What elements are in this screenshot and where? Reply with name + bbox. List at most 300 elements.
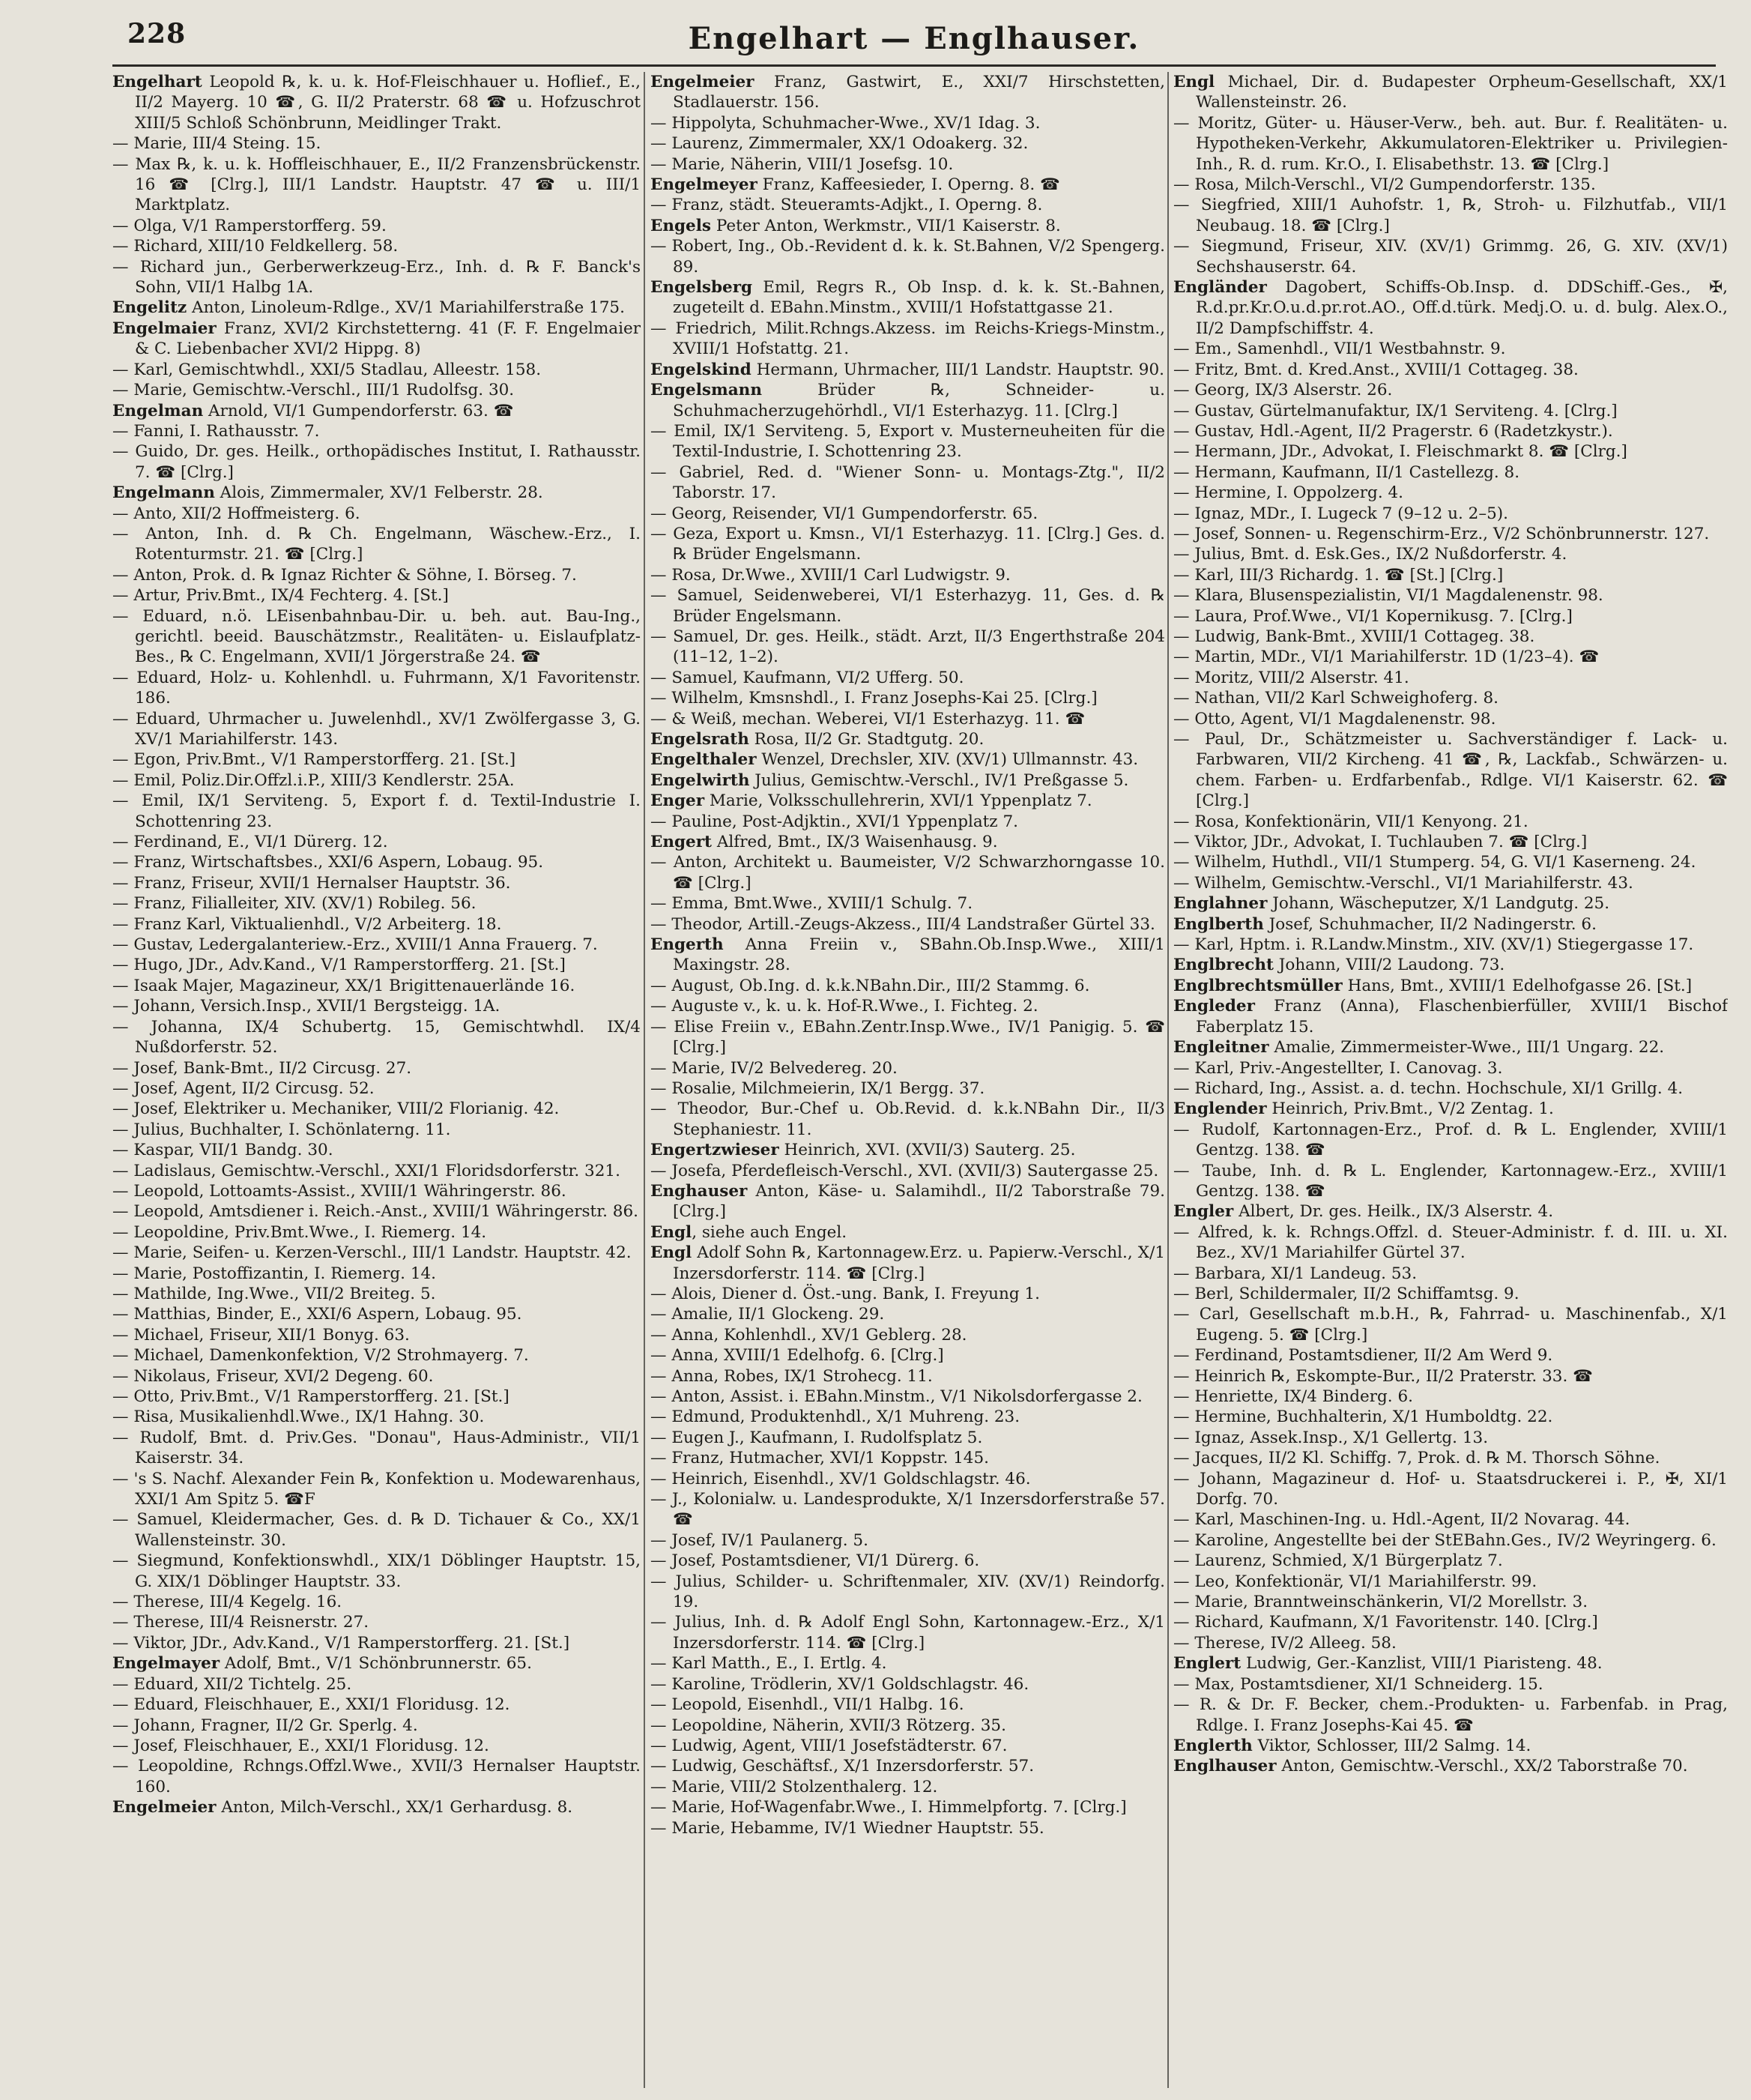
directory-entry — [650, 1366, 1165, 1387]
entry-surname: Engelmeyer — [650, 175, 757, 195]
directory-entry — [1173, 832, 1728, 852]
entry-text: — Leopoldine, Näherin, XVII/3 Rötzerg. 35. — [650, 1716, 1006, 1735]
entry-text: — Michael, Friseur, XII/1 Bonyg. 63. — [112, 1325, 410, 1345]
directory-entry — [1173, 1756, 1728, 1776]
directory-entry — [650, 1818, 1165, 1838]
entry-surname: Engl — [1173, 73, 1215, 91]
entry-text: — Josef, Postamtsdiener, VI/1 Dürerg. 6. — [650, 1551, 980, 1571]
entry-text: — Rosa, Konfektionärin, VII/1 Kenyong. 21. — [1173, 812, 1528, 831]
entry-text: — Martin, MDr., VI/1 Mariahilferstr. 1D (1/23–4). ☎ — [1173, 648, 1600, 667]
directory-entry — [112, 770, 641, 791]
entry-text: — Gabriel, Red. d. "Wiener Sonn- u. Montags-Ztg.", II/2 Taborstr. 17. — [650, 462, 1165, 503]
directory-entry — [1173, 544, 1728, 564]
entry-surname: Englender — [1173, 1099, 1267, 1119]
entry-text: — Franz, städt. Steueramts-Adjkt., I. Operng. 8. — [650, 196, 1043, 215]
entry-text: — Pauline, Post-Adjktin., XVI/1 Yppenplatz 7. — [650, 812, 1018, 831]
entry-text: — Nathan, VII/2 Karl Schweighoferg. 8. — [1173, 689, 1499, 708]
directory-entry — [1173, 421, 1728, 441]
entry-text: — Alfred, k. k. Rchngs.Offzl. d. Steuer-Administr. f. d. III. u. XI. Bez., XV/1 Mariahilfer Gürtel 37. — [1173, 1222, 1728, 1263]
directory-entry — [650, 1387, 1165, 1407]
directory-entry — [650, 1777, 1165, 1797]
directory-entry — [650, 976, 1165, 996]
directory-entry — [650, 1181, 1165, 1222]
page-number: 228 — [127, 18, 187, 49]
directory-entry — [1173, 1551, 1728, 1571]
directory-entry — [1173, 1633, 1728, 1653]
entry-surname: Engelthaler — [650, 750, 757, 770]
column-divider — [1167, 72, 1169, 2088]
directory-entry — [650, 832, 1165, 852]
entry-text: — R. & Dr. F. Becker, chem.-Produkten- u. Farbenfab. in Prag, Rdlge. I. Franz Josephs-Kai 45. ☎ — [1173, 1695, 1728, 1735]
entry-text: — Hermann, JDr., Advokat, I. Fleischmarkt 8. ☎ [Clrg.] — [1173, 442, 1627, 462]
directory-entry — [1173, 914, 1728, 935]
directory-entry — [650, 1489, 1165, 1530]
entry-text: — Johann, Versich.Insp., XVII/1 Bergsteigg. 1A. — [112, 997, 500, 1016]
entry-text: Arnold, VI/1 Gumpendorferstr. 63. ☎ — [203, 401, 514, 420]
directory-entry — [112, 154, 641, 216]
directory-entry — [112, 1612, 641, 1632]
entry-text: — Mathilde, Ing.Wwe., VII/2 Breiteg. 5. — [112, 1284, 436, 1303]
entry-text: — Julius, Schilder- u. Schriftenmaler, XIV. (XV/1) Reindorfg. 19. — [650, 1572, 1165, 1612]
directory-entry — [1173, 606, 1728, 627]
directory-entry — [1173, 647, 1728, 667]
entry-text: Johann, VIII/2 Laudong. 73. — [1273, 956, 1505, 975]
entry-text: — Rudolf, Bmt. d. Priv.Ges. "Donau", Haus-Administr., VII/1 Kaiserstr. 34. — [112, 1428, 641, 1468]
directory-entry — [112, 1201, 641, 1222]
directory-entry — [1173, 524, 1728, 544]
entry-text: Michael, Dir. d. Budapester Orpheum-Gesellschaft, XX/1 Wallensteinstr. 26. — [1196, 73, 1728, 112]
directory-entry — [112, 935, 641, 955]
directory-entry — [650, 812, 1165, 832]
directory-entry — [112, 832, 641, 852]
entry-text: — Emil, IX/1 Serviteng. 5, Export f. d. Textil-Industrie I. Schottenring 23. — [112, 791, 641, 831]
directory-entry — [650, 688, 1165, 708]
entry-text: — Artur, Priv.Bmt., IX/4 Fechterg. 4. [St.] — [112, 586, 449, 606]
directory-entry — [112, 893, 641, 914]
directory-entry — [112, 1325, 641, 1345]
directory-entry — [650, 154, 1165, 175]
directory-entry — [112, 298, 641, 318]
entry-text: — Amalie, II/1 Glockeng. 29. — [650, 1305, 885, 1324]
entry-surname: Engl — [650, 1243, 692, 1263]
entry-text: Alois, Zimmermaler, XV/1 Felberstr. 28. — [214, 483, 543, 503]
entry-text: — Franz, Hutmacher, XVI/1 Koppstr. 145. — [650, 1449, 989, 1468]
entry-text: Emil, Regrs R., Ob Insp. d. k. k. St.-Bahnen, zugeteilt d. EBahn.Minstm., XVIII/1 Hofstattgasse 21. — [673, 278, 1165, 318]
directory-entry — [650, 360, 1165, 380]
directory-entry — [650, 1653, 1165, 1674]
entry-text: — Richard, Ing., Assist. a. d. techn. Hochschule, XI/1 Grillg. 4. — [1173, 1078, 1684, 1098]
directory-entry — [650, 1161, 1165, 1181]
directory-entry — [112, 791, 641, 832]
directory-entry — [112, 1264, 641, 1284]
directory-entry — [1173, 955, 1728, 975]
entry-text: — Ladislaus, Gemischtw.-Verschl., XXI/1 Floridsdorferstr. 321. — [112, 1161, 620, 1180]
entry-text: — Marie, VIII/2 Stolzenthalerg. 12. — [650, 1777, 938, 1796]
directory-entry — [650, 585, 1165, 627]
directory-entry — [650, 1058, 1165, 1078]
entry-text: Anton, Milch-Verschl., XX/1 Gerhardusg. 8. — [216, 1798, 573, 1817]
directory-entry — [650, 524, 1165, 565]
entry-text: — Risa, Musikalienhdl.Wwe., IX/1 Hahng. 30. — [112, 1407, 485, 1427]
entry-text: — Josef, Bank-Bmt., II/2 Circusg. 27. — [112, 1058, 412, 1078]
entry-text: — Marie, Gemischtw.-Verschl., III/1 Rudolfsg. 30. — [112, 381, 515, 400]
entry-text: — Siegmund, Friseur, XIV. (XV/1) Grimmg. 26, G. XIV. (XV/1) Sechshauserstr. 64. — [1173, 237, 1728, 277]
entry-text: — Johanna, IX/4 Schubertg. 15, Gemischtwhdl. IX/4 Nußdorferstr. 52. — [112, 1017, 641, 1057]
directory-entry — [1173, 627, 1728, 647]
entry-surname: Engert — [650, 833, 712, 852]
column-divider — [644, 72, 645, 2088]
directory-entry — [650, 1407, 1165, 1427]
directory-entry — [1173, 441, 1728, 462]
entry-text: Franz, XVI/2 Kirchstetterng. 41 (F. F. Engelmaier & C. Liebenbacher XVI/2 Hippg. 8) — [135, 319, 641, 359]
directory-entry — [112, 1756, 641, 1797]
directory-entry — [650, 770, 1165, 791]
entry-text: — Johann, Magazineur d. Hof- u. Staatsdruckerei i. P., ✠, XI/1 Dorfg. 70. — [1173, 1469, 1728, 1509]
directory-entry — [112, 1017, 641, 1058]
entry-surname: Englhauser — [1173, 1757, 1277, 1776]
entry-text: — Marie, Hebamme, IV/1 Wiedner Hauptstr. 55. — [650, 1818, 1044, 1838]
directory-entry — [1173, 1366, 1728, 1387]
directory-entry — [1173, 935, 1728, 955]
entry-surname: Engelmayer — [112, 1654, 220, 1674]
entry-text: — Marie, Postoffizantin, I. Riemerg. 14. — [112, 1264, 437, 1283]
entry-text: — Moritz, VIII/2 Alserstr. 41. — [1173, 668, 1409, 687]
directory-entry — [112, 441, 641, 483]
directory-entry — [650, 175, 1165, 195]
directory-entry — [1173, 360, 1728, 380]
entry-surname: Engelsrath — [650, 730, 749, 749]
directory-entry — [1173, 113, 1728, 175]
entry-surname: Engelsberg — [650, 278, 753, 298]
directory-entry — [1173, 1695, 1728, 1736]
entry-text: Alfred, Bmt., IX/3 Waisenhausg. 9. — [712, 833, 998, 852]
entry-text: — Auguste v., k. u. k. Hof-R.Wwe., I. Fichteg. 2. — [650, 997, 1038, 1016]
directory-entry — [112, 1222, 641, 1243]
entry-text: — J., Kolonialw. u. Landesprodukte, X/1 Inzersdorferstraße 57. ☎ — [650, 1490, 1165, 1530]
directory-entry — [1173, 873, 1728, 893]
entry-text: Hermann, Uhrmacher, III/1 Landstr. Hauptstr. 90. — [751, 360, 1164, 379]
directory-entry — [650, 380, 1165, 421]
column-right — [1173, 72, 1728, 2088]
directory-entry — [1173, 483, 1728, 503]
entry-text: — Elise Freiin v., EBahn.Zentr.Insp.Wwe., IV/1 Panigig. 5. ☎ [Clrg.] — [650, 1017, 1165, 1057]
directory-entry — [650, 1078, 1165, 1099]
entry-text: — August, Ob.Ing. d. k.k.NBahn.Dir., III/2 Stammg. 6. — [650, 976, 1090, 995]
entry-text: — Ludwig, Bank-Bmt., XVIII/1 Cottageg. 38. — [1173, 627, 1535, 646]
directory-entry — [112, 319, 641, 360]
entry-text: — Franz, Friseur, XVII/1 Hernalser Hauptstr. 36. — [112, 873, 511, 893]
directory-entry — [650, 1612, 1165, 1653]
entry-text: — Eugen J., Kaufmann, I. Rudolfsplatz 5. — [650, 1428, 983, 1447]
directory-entry — [112, 380, 641, 400]
directory-entry — [112, 976, 641, 996]
entry-text: — Samuel, Seidenweberei, VI/1 Esterhazyg. 11, Ges. d. ℞ Brüder Engelsmann. — [650, 586, 1165, 626]
entry-text: — Therese, III/4 Reisnerstr. 27. — [112, 1613, 369, 1632]
entry-text: — 's S. Nachf. Alexander Fein ℞, Konfektion u. Modewarenhaus, XXI/1 Am Spitz 5. ☎F — [112, 1469, 641, 1509]
entry-text: — Anton, Architekt u. Baumeister, V/2 Schwarzhorngasse 10. ☎ [Clrg.] — [650, 853, 1165, 893]
entry-text: — Karl Matth., E., I. Ertlg. 4. — [650, 1654, 887, 1674]
directory-entry — [1173, 1284, 1728, 1304]
entry-text: — Hermann, Kaufmann, II/1 Castellezg. 8. — [1173, 462, 1520, 482]
entry-text: — Olga, V/1 Ramperstorfferg. 59. — [112, 216, 387, 235]
entry-surname: Engels — [650, 216, 712, 235]
entry-surname: Englert — [1173, 1654, 1242, 1674]
directory-entry — [112, 360, 641, 380]
directory-entry — [112, 565, 641, 585]
directory-entry — [1173, 893, 1728, 914]
entry-text: Marie, Volksschullehrerin, XVI/1 Yppenplatz 7. — [704, 791, 1092, 811]
directory-entry — [650, 729, 1165, 749]
directory-entry — [1173, 668, 1728, 688]
entry-text: — & Weiß, mechan. Weberei, VI/1 Esterhazyg. 11. ☎ — [650, 709, 1086, 728]
entry-text: — Franz, Wirtschaftsbes., XXI/6 Aspern, Lobaug. 95. — [112, 853, 544, 872]
entry-text: — Laurenz, Zimmermaler, XX/1 Odoakerg. 32. — [650, 134, 1029, 154]
directory-entry — [112, 1674, 641, 1695]
entry-text: — Josef, Sonnen- u. Regenschirm-Erz., V/2 Schönbrunnerstr. 127. — [1173, 524, 1710, 543]
directory-entry — [650, 1099, 1165, 1140]
entry-text: Anton, Linoleum-Rdlge., XV/1 Mariahilferstraße 175. — [187, 298, 625, 318]
directory-entry — [112, 996, 641, 1016]
entry-text: Anton, Käse- u. Salamihdl., II/2 Taborstraße 79. [Clrg.] — [673, 1181, 1165, 1222]
entry-text: — Fritz, Bmt. d. Kred.Anst., XVIII/1 Cottageg. 38. — [1173, 360, 1579, 379]
directory-entry — [650, 1674, 1165, 1695]
entry-text: — Emil, Poliz.Dir.Offzl.i.P., XIII/3 Kendlerstr. 25A. — [112, 770, 515, 790]
entry-text: — Karl, Maschinen-Ing. u. Hdl.-Agent, II/2 Novarag. 44. — [1173, 1510, 1630, 1530]
directory-entry — [650, 236, 1165, 277]
entry-text: — Leo, Konfektionär, VI/1 Mariahilferstr. 99. — [1173, 1572, 1537, 1591]
entry-text: — Karl, Priv.-Angestellter, I. Canovag. 3. — [1173, 1058, 1503, 1078]
directory-entry — [650, 627, 1165, 668]
entry-text: — Josef, Agent, II/2 Circusg. 52. — [112, 1078, 375, 1098]
entry-text: — Anton, Prok. d. ℞ Ignaz Richter & Söhne, I. Börseg. 7. — [112, 565, 577, 585]
entry-text: — Eduard, XII/2 Tichtelg. 25. — [112, 1674, 352, 1694]
directory-entry — [650, 1325, 1165, 1345]
directory-entry — [650, 1469, 1165, 1489]
entry-text: — Marie, IV/2 Belvedereg. 20. — [650, 1058, 898, 1078]
directory-entry — [1173, 380, 1728, 400]
entry-text: — Siegfried, XIII/1 Auhofstr. 1, ℞, Stroh- u. Filzhutfab., VII/1 Neubaug. 18. ☎ [Clrg.] — [1173, 196, 1728, 235]
entry-surname: Engelman — [112, 401, 204, 420]
directory-entry — [1173, 1387, 1728, 1407]
entry-surname: Enghauser — [650, 1181, 748, 1201]
directory-entry — [112, 504, 641, 524]
entry-surname: Englbrecht — [1173, 956, 1274, 975]
directory-entry — [650, 1017, 1165, 1058]
entry-text: — Gustav, Ledergalanteriew.-Erz., XVIII/1 Anna Frauerg. 7. — [112, 935, 598, 955]
directory-entry — [112, 1428, 641, 1469]
entry-text: — Karl, III/3 Richardg. 1. ☎ [St.] [Clrg.] — [1173, 565, 1504, 585]
directory-entry — [1173, 1530, 1728, 1551]
entry-text: — Samuel, Dr. ges. Heilk., städt. Arzt, II/3 Engerthstraße 204 (11–12, 1–2). — [650, 627, 1165, 667]
directory-entry — [112, 1161, 641, 1181]
directory-entry — [1173, 1736, 1728, 1756]
directory-entry — [650, 462, 1165, 504]
entry-text: Anton, Gemischtw.-Verschl., XX/2 Taborstraße 70. — [1276, 1757, 1688, 1776]
entry-text: — Isaak Majer, Magazineur, XX/1 Brigittenauerlände 16. — [112, 976, 575, 995]
entry-text: Viktor, Schlosser, III/2 Salmg. 14. — [1252, 1736, 1531, 1755]
entry-text: — Wilhelm, Kmsnshdl., I. Franz Josephs-Kai 25. [Clrg.] — [650, 689, 1098, 708]
entry-text: — Anna, XVIII/1 Edelhofg. 6. [Clrg.] — [650, 1346, 944, 1366]
entry-text: — Paul, Dr., Schätzmeister u. Sachverständiger f. Lack- u. Farbwaren, VII/2 Kircheng. 41 ☎, ℞, Lackfab., Schwärzen- u. chem. Farben- u. Erdfarbenfab., Rdlge. VI/1 Kaiserstr. 62. ☎ [Clrg.] — [1173, 730, 1728, 811]
directory-entry — [1173, 1448, 1728, 1468]
directory-entry — [112, 606, 641, 668]
directory-entry — [112, 1633, 641, 1653]
directory-entry — [650, 504, 1165, 524]
directory-entry — [112, 133, 641, 154]
entry-text: — Marie, Branntweinschänkerin, VI/2 Morellstr. 3. — [1173, 1593, 1588, 1612]
directory-entry — [650, 1304, 1165, 1324]
directory-entry — [650, 421, 1165, 462]
directory-entry — [1173, 72, 1728, 113]
entry-text: — Rosalie, Milchmeierin, IX/1 Bergg. 37. — [650, 1078, 985, 1098]
entry-text: Josef, Schuhmacher, II/2 Nadingerstr. 6. — [1263, 914, 1597, 934]
entry-surname: Engelwirth — [650, 770, 750, 790]
entry-text: — Hippolyta, Schuhmacher-Wwe., XV/1 Idag. 3. — [650, 113, 1041, 133]
entry-surname: Englberth — [1173, 914, 1264, 934]
column-middle — [650, 72, 1165, 2088]
entry-text: — Franz, Filialleiter, XIV. (XV/1) Robileg. 56. — [112, 894, 477, 914]
entry-text: — Richard, Kaufmann, X/1 Favoritenstr. 140. [Clrg.] — [1173, 1613, 1598, 1632]
entry-text: Amalie, Zimmermeister-Wwe., III/1 Ungarg. 22. — [1268, 1038, 1665, 1057]
directory-entry — [1173, 1099, 1728, 1119]
directory-entry — [112, 1345, 641, 1366]
directory-entry — [1173, 1264, 1728, 1284]
directory-entry — [112, 257, 641, 298]
directory-entry — [1173, 1037, 1728, 1057]
entry-text: Wenzel, Drechsler, XIV. (XV/1) Ullmannstr. 43. — [756, 750, 1139, 770]
entry-text: — Josefa, Pferdefleisch-Verschl., XVI. (XVII/3) Sautergasse 25. — [650, 1161, 1159, 1180]
entry-text: — Ferdinand, Postamtsdiener, II/2 Am Werd 9. — [1173, 1346, 1553, 1366]
directory-entry — [112, 1469, 641, 1510]
directory-entry — [1173, 709, 1728, 729]
entry-text: — Eduard, Uhrmacher u. Juwelenhdl., XV/1 Zwölfergasse 3, G. XV/1 Mariahilferstr. 143. — [112, 709, 641, 749]
directory-entry — [650, 1756, 1165, 1776]
entry-text: — Richard, XIII/10 Feldkellerg. 58. — [112, 237, 399, 256]
entry-surname: Enger — [650, 791, 705, 811]
directory-entry — [1173, 812, 1728, 832]
directory-entry — [112, 852, 641, 872]
directory-entry — [112, 1243, 641, 1263]
directory-entry — [112, 1407, 641, 1427]
directory-entry — [1173, 195, 1728, 236]
entry-text: — Gustav, Hdl.-Agent, II/2 Pragerstr. 6 (Radetzkystr.). — [1173, 421, 1613, 441]
directory-entry — [1173, 1428, 1728, 1448]
directory-entry — [650, 216, 1165, 236]
entry-text: — Hermine, Buchhalterin, X/1 Humboldtg. 22. — [1173, 1407, 1553, 1427]
entry-text: Ludwig, Ger.-Kanzlist, VIII/1 Piaristeng. 48. — [1241, 1654, 1603, 1674]
entry-text: — Theodor, Bur.-Chef u. Ob.Revid. d. k.k.NBahn Dir., II/3 Stephaniestr. 11. — [650, 1099, 1165, 1139]
entry-text: — Ludwig, Agent, VIII/1 Josefstädterstr. 67. — [650, 1736, 1008, 1755]
entry-text: — Julius, Buchhalter, I. Schönlaterng. 11. — [112, 1120, 451, 1139]
entry-text: Franz, Kaffeesieder, I. Operng. 8. ☎ — [757, 175, 1060, 195]
entry-text: — Rosa, Milch-Verschl., VI/2 Gumpendorferstr. 135. — [1173, 175, 1596, 195]
directory-entry — [112, 955, 641, 975]
entry-surname: Engler — [1173, 1202, 1234, 1222]
entry-text: — Leopoldine, Rchngs.Offzl.Wwe., XVII/3 Hernalser Hauptstr. 160. — [112, 1757, 641, 1796]
entry-text: — Julius, Inh. d. ℞ Adolf Engl Sohn, Kartonnagew.-Erz., X/1 Inzersdorferstr. 114. ☎ [Clrg.] — [650, 1613, 1165, 1653]
entry-surname: Englahner — [1173, 894, 1268, 914]
directory-entry — [112, 236, 641, 256]
entry-text: — Leopoldine, Priv.Bmt.Wwe., I. Riemerg. 14. — [112, 1222, 487, 1242]
entry-text: — Henriette, IX/4 Binderg. 6. — [1173, 1387, 1413, 1406]
entry-text: — Moritz, Güter- u. Häuser-Verw., beh. aut. Bur. f. Realitäten- u. Hypotheken-Verkehr, Akkumulatoren-Elektriker u. Privilegien-Inh., R. d. rum. Kr.O., I. Elisabethstr. 13. ☎ [Clrg.] — [1173, 113, 1728, 174]
entry-text: — Berl, Schildermaler, II/2 Schiffamtsg. 9. — [1173, 1284, 1519, 1303]
directory-entry — [650, 1695, 1165, 1715]
directory-entry — [1173, 236, 1728, 277]
entry-text: — Karoline, Angestellte bei der StEBahn.Ges., IV/2 Weyringerg. 6. — [1173, 1530, 1717, 1550]
entry-text: — Hermine, I. Oppolzerg. 4. — [1173, 483, 1403, 503]
directory-entry — [1173, 1674, 1728, 1695]
directory-entry — [1173, 401, 1728, 421]
directory-entry — [1173, 1572, 1728, 1592]
directory-entry — [112, 1653, 641, 1674]
entry-text: — Max, Postamtsdiener, XI/1 Schneiderg. 15. — [1173, 1674, 1543, 1694]
entry-text: — Eduard, Holz- u. Kohlenhdl. u. Fuhrmann, X/1 Favoritenstr. 186. — [112, 668, 641, 708]
directory-entry — [1173, 585, 1728, 606]
directory-entry — [650, 1243, 1165, 1284]
entry-surname: Engelmeier — [112, 1798, 217, 1817]
entry-text: — Therese, III/4 Kegelg. 16. — [112, 1593, 342, 1612]
directory-entry — [112, 585, 641, 606]
entry-text: — Robert, Ing., Ob.-Revident d. k. k. St.Bahnen, V/2 Spengerg. 89. — [650, 237, 1165, 277]
directory-entry — [112, 1592, 641, 1612]
entry-text: — Michael, Damenkonfektion, V/2 Strohmayerg. 7. — [112, 1346, 529, 1366]
directory-entry — [650, 1284, 1165, 1304]
directory-entry — [1173, 1407, 1728, 1427]
entry-text: — Samuel, Kleidermacher, Ges. d. ℞ D. Tichauer & Co., XX/1 Wallensteinstr. 30. — [112, 1510, 641, 1550]
entry-text: — Ignaz, MDr., I. Lugeck 7 (9–12 u. 2–5). — [1173, 504, 1508, 523]
directory-entry — [1173, 1201, 1728, 1222]
directory-entry — [1173, 1222, 1728, 1264]
directory-entry — [112, 1181, 641, 1201]
entry-text: Julius, Gemischtw.-Verschl., IV/1 Preßgasse 5. — [749, 770, 1129, 790]
directory-entry — [1173, 1058, 1728, 1078]
directory-entry — [650, 1530, 1165, 1551]
entry-text: — Marie, III/4 Steing. 15. — [112, 134, 321, 154]
entry-text: — Eduard, Fleischhauer, E., XXI/1 Floridusg. 12. — [112, 1695, 510, 1715]
directory-entry — [1173, 1161, 1728, 1202]
directory-entry — [112, 1140, 641, 1160]
directory-entry — [1173, 852, 1728, 872]
entry-text: — Siegmund, Konfektionswhdl., XIX/1 Döblinger Hauptstr. 15, G. XIX/1 Döblinger Hauptstr. 33. — [112, 1551, 641, 1591]
entry-text: Peter Anton, Werkmstr., VII/1 Kaiserstr. 8. — [711, 216, 1061, 235]
directory-entry — [650, 113, 1165, 133]
entry-text: — Geza, Export u. Kmsn., VI/1 Esterhazyg. 11. [Clrg.] Ges. d. ℞ Brüder Engelsmann. — [650, 524, 1165, 564]
entry-text: — Edmund, Produktenhdl., X/1 Muhreng. 23. — [650, 1407, 1020, 1427]
directory-entry — [650, 319, 1165, 360]
directory-entry — [112, 914, 641, 935]
directory-entry — [650, 72, 1165, 113]
entry-text: — Franz Karl, Viktualienhdl., V/2 Arbeiterg. 18. — [112, 914, 502, 934]
directory-entry — [650, 195, 1165, 215]
directory-entry — [650, 1222, 1165, 1243]
entry-text: — Laurenz, Schmied, X/1 Bürgerplatz 7. — [1173, 1551, 1503, 1571]
directory-entry — [112, 1120, 641, 1140]
entry-text: — Viktor, JDr., Adv.Kand., V/1 Ramperstorfferg. 21. [St.] — [112, 1633, 570, 1653]
directory-entry — [1173, 1345, 1728, 1366]
directory-entry — [650, 1716, 1165, 1736]
directory-entry — [1173, 729, 1728, 812]
entry-text: — Friedrich, Milit.Rchngs.Akzess. im Reichs-Kriegs-Minstm., XVIII/1 Hofstattg. 21. — [650, 319, 1165, 359]
entry-surname: Engelmaier — [112, 319, 217, 338]
entry-text: Rosa, II/2 Gr. Stadtgutg. 20. — [749, 730, 985, 749]
directory-entry — [1173, 996, 1728, 1037]
entry-text: Adolf, Bmt., V/1 Schönbrunnerstr. 65. — [220, 1654, 532, 1674]
entry-surname: Engelsmann — [650, 381, 762, 400]
directory-entry — [112, 421, 641, 441]
header-rule — [112, 64, 1716, 67]
entry-text: — Laura, Prof.Wwe., VI/1 Kopernikusg. 7. [Clrg.] — [1173, 606, 1573, 626]
